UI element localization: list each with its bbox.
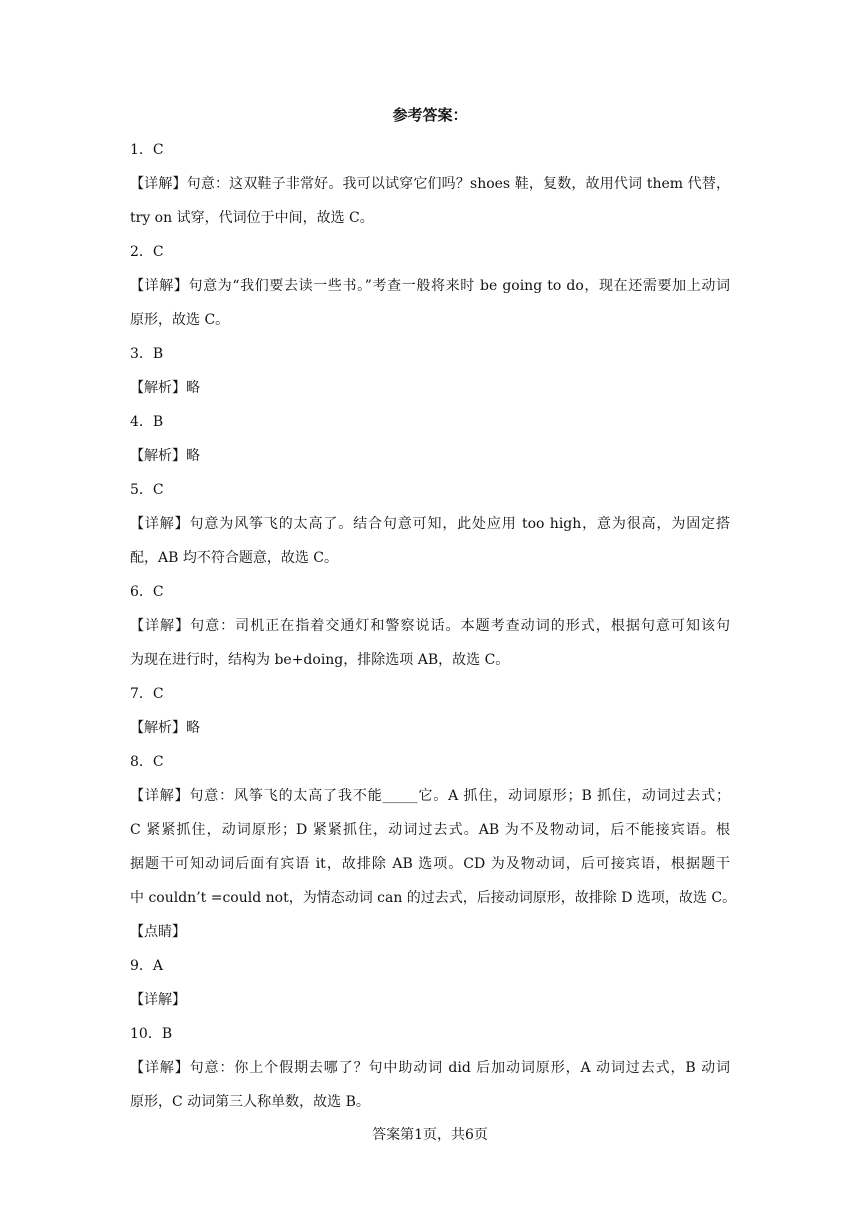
explanation-line: 【详解】 [130, 992, 186, 1008]
explanation-line: 原形，C 动词第三人称单数，故选 B。 [130, 1094, 370, 1110]
answer-number: 8．C [130, 754, 164, 770]
highlight-label: 【点睛】 [130, 924, 186, 940]
explanation-line: C 紧紧抓住，动词原形；D 紧紧抓住，动词过去式。AB 为不及物动词，后不能接宾语。根 [130, 822, 730, 838]
answer-number: 4．B [130, 414, 164, 430]
page-title: 参考答案： [392, 106, 468, 124]
explanation-line: 【详解】句意：你上个假期去哪了？句中助动词 did 后加动词原形，A 动词过去式，B 动词 [130, 1060, 730, 1076]
answer-number: 5．C [130, 482, 164, 498]
explanation-line: 为现在进行时，结构为 be+doing，排除选项 AB，故选 C。 [130, 652, 510, 668]
explanation-line: 中 couldn’t =could not，为情态动词 can 的过去式，后接动词原形，故排除 D 选项，故选 C。 [130, 890, 737, 906]
explanation-line: 【详解】句意为“我们要去读一些书。”考查一般将来时 be going to do，现在还需要加上动词 [130, 278, 730, 294]
answer-number: 7．C [130, 686, 164, 702]
answer-number: 9．A [130, 958, 164, 974]
explanation-line: 配，AB 均不符合题意，故选 C。 [130, 550, 339, 566]
analysis-line: 【解析】略 [130, 720, 200, 736]
page-footer: 答案第1页，共6页 [372, 1127, 488, 1143]
answer-number: 6．C [130, 584, 164, 600]
analysis-line: 【解析】略 [130, 448, 200, 464]
explanation-line: 【详解】句意为风筝飞的太高了。结合句意可知，此处应用 too high，意为很高，为固定搭 [130, 516, 730, 532]
answer-number: 2．C [130, 244, 164, 260]
analysis-line: 【解析】略 [130, 380, 200, 396]
explanation-line: 据题干可知动词后面有宾语 it，故排除 AB 选项。CD 为及物动词，后可接宾语，根据题干 [130, 856, 730, 872]
explanation-line: 原形，故选 C。 [130, 312, 230, 328]
answer-number: 1．C [130, 142, 164, 158]
explanation-line: 【详解】句意：这双鞋子非常好。我可以试穿它们吗？shoes 鞋，复数，故用代词 them 代替， [130, 176, 730, 192]
answer-number: 3．B [130, 346, 164, 362]
answer-list [130, 133, 737, 1119]
explanation-line: 【详解】句意：司机正在指着交通灯和警察说话。本题考查动词的形式，根据句意可知该句 [130, 618, 730, 634]
explanation-line: try on 试穿，代词位于中间，故选 C。 [130, 210, 374, 226]
answer-number: 10．B [130, 1026, 173, 1042]
explanation-line: 【详解】句意：风筝飞的太高了我不能_____它。A 抓住，动词原形；B 抓住，动词过去式； [130, 788, 730, 804]
